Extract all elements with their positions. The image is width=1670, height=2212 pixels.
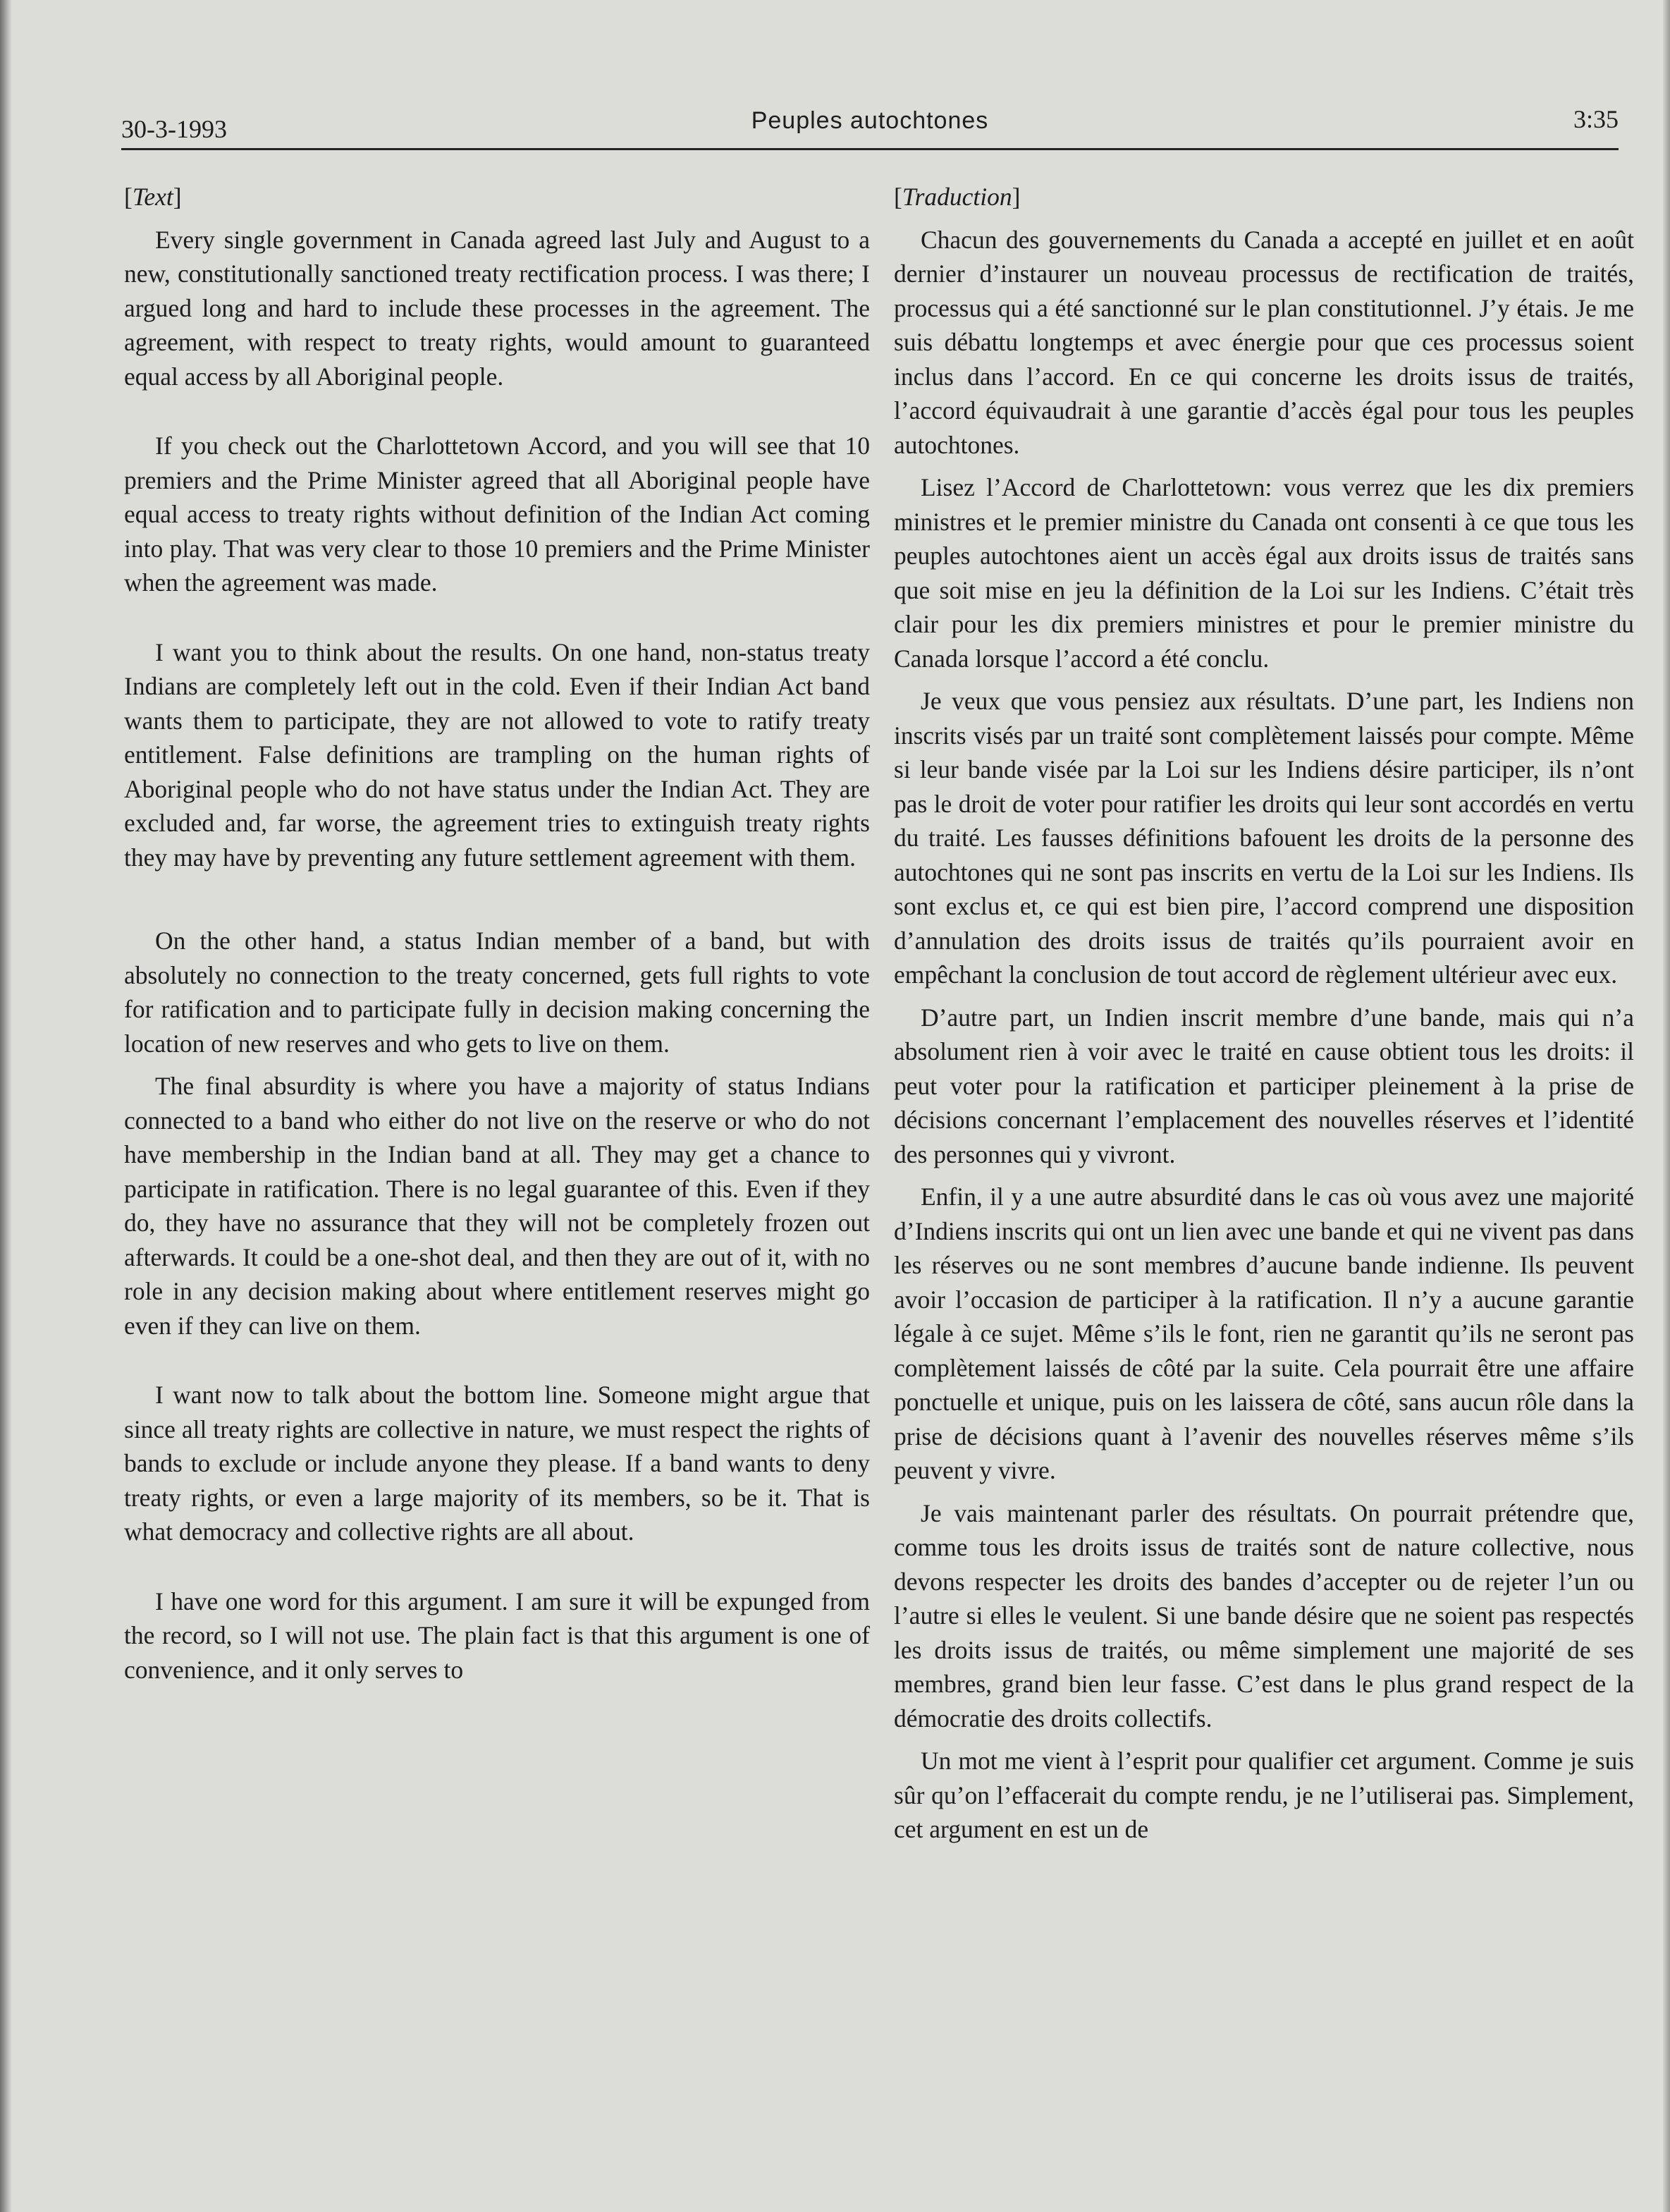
french-paragraph-6: Je vais maintenant parler des résultats. On pourrait prétendre que, comme tous les droits issus de traités sont de nature collective, nous devons respecter les droits des bandes d’accepter ou de rejeter l’un ou l’autre si elles le veulent. Si une bande désire que ne soient pas respectés les droits issus de traités, ou même simplement une majorité de ses membres, grand bien leur fasse. C’est dans le plus grand respect de la démocratie des droits collectifs. xyxy=(894,1498,1634,1733)
header-page-number: 3:35 xyxy=(1573,105,1619,133)
english-paragraph-2: If you check out the Charlottetown Accord, and you will see that 10 premiers and the Prime Minister agreed that all Aboriginal people have equal access to treaty rights without definition of the Indian Act coming into play. That was very clear to those 10 premiers and the Prime Minister when the agreement was made. xyxy=(124,432,870,597)
english-column-label-text: Text xyxy=(132,183,173,211)
french-paragraph-1: Chacun des gouvernements du Canada a accepté en juillet et en août dernier d’instaurer un nouveau processus de rectification de traités, processus qui a été sanctionné sur le plan constitutionnel. J’y étais. Je me suis débattu longtemps et avec énergie pour que ces processus soient inclus dans l’accord. En ce qui concerne les droits issus de traités, l’accord équivaudrait à une garantie d’accès égal pour tous les peuples autochtones. xyxy=(894,225,1634,459)
english-paragraph-3: I want you to think about the results. On one hand, non-status treaty Indians are completely left out in the cold. Even if their Indian Act band wants them to participate, they are not allowed to vote to ratify treaty entitlement. False definitions are trampling on the human rights of Aboriginal people who do not have status under the Indian Act. They are excluded and, far worse, the agreement tries to extinguish treaty rights they may have by preventing any future settlement agreement with them. xyxy=(124,637,870,872)
french-paragraph-4: D’autre part, un Indien inscrit membre d’une bande, mais qui n’a absolument rien à voir avec le traité en cause obtient tous les droits: il peut voter pour la ratification et participer pleinement à la prise de décisions concernant l’emplacement des nouvelles réserves et l’identité des personnes qui y vivront. xyxy=(894,1003,1634,1168)
french-column-label: [Traduction] xyxy=(894,183,1021,211)
french-paragraph-3: Je veux que vous pensiez aux résultats. D’une part, les Indiens non inscrits visés par un traité sont complètement laissés pour compte. Même si leur bande visée par la Loi sur les Indiens désire participer, ils n’ont pas le droit de voter pour ratifier les droits qui leur sont accordés en vertu du traité. Les fausses définitions bafouent les droits de la personne des autochtones qui ne sont pas inscrits en vertu de la Loi sur les Indiens. Ils sont exclus et, ce qui est bien pire, l’accord comprend une disposition d’annulation des droits issus de traités qu’ils pourraient avoir en empêchant la conclusion de tout accord de règlement ultérieur avec eux. xyxy=(894,687,1634,989)
scan-edge-left xyxy=(0,0,11,2212)
french-paragraph-2: Lisez l’Accord de Charlottetown: vous verrez que les dix premiers ministres et le premier ministre du Canada ont consenti à ce que tous les peuples autochtones aient un accès égal aux droits issus de traités sans que soit mise en jeu la définition de la Loi sur les Indiens. C’était très clair pour les dix premiers ministres et pour le premier ministre du Canada lorsque l’accord a été conclu. xyxy=(894,473,1634,673)
header-title: Peuples autochtones xyxy=(751,107,989,134)
english-column-label: [Text] xyxy=(124,183,182,211)
scan-edge-right xyxy=(1663,0,1670,2212)
running-header xyxy=(121,104,1619,147)
english-paragraph-7: I have one word for this argument. I am sure it will be expunged from the record, so I will not use. The plain fact is that this argument is one of convenience, and it only serves to xyxy=(124,1587,870,1684)
french-paragraph-7: Un mot me vient à l’esprit pour qualifier cet argument. Comme je suis sûr qu’on l’effacerait du compte rendu, je ne l’utiliserai pas. Simplement, cet argument en est un de xyxy=(894,1747,1634,1843)
french-column-label-text: Traduction xyxy=(902,183,1012,211)
header-date: 30-3-1993 xyxy=(121,115,227,143)
header-rule xyxy=(121,148,1619,150)
french-paragraph-5: Enfin, il y a une autre absurdité dans le cas où vous avez une majorité d’Indiens inscrits qui ont un lien avec une bande et qui ne vivent pas dans les réserves ou ne sont membres d’aucune bande indienne. Ils peuvent avoir l’occasion de participer à la ratification. Il n’y a aucune garantie légale à ce sujet. Même s’ils le font, rien ne garantit qu’ils ne seront pas complètement laissés de côté par la suite. Cela pourrait être une affaire ponctuelle et unique, puis on les laissera de côté, sans aucun rôle dans la prise de décisions quant à l’avenir des nouvelles réserves même s’ils peuvent y vivre. xyxy=(894,1183,1634,1484)
english-paragraph-5: The final absurdity is where you have a majority of status Indians connected to a band who either do not live on the reserve or who do not have membership in the Indian band at all. They may get a chance to participate in ratification. There is no legal guarantee of this. Even if they do, they have no assurance that they will not be completely frozen out afterwards. It could be a one-shot deal, and then they are out of it, with no role in any decision making about where entitlement reserves might go even if they can live on them. xyxy=(124,1072,870,1340)
english-paragraph-4: On the other hand, a status Indian member of a band, but with absolutely no connection to the treaty concerned, gets full rights to vote for ratification and to participate fully in decision making concerning the location of new reserves and who gets to live on them. xyxy=(124,927,870,1058)
english-column xyxy=(124,180,870,1722)
english-paragraph-6: I want now to talk about the bottom line. Someone might argue that since all treaty rights are collective in nature, we must respect the rights of bands to exclude or include anyone they please. If a band wants to deny treaty rights, or even a large majority of its members, so be it. That is what democracy and collective rights are all about. xyxy=(124,1381,870,1546)
english-paragraph-1: Every single government in Canada agreed last July and August to a new, constitutionally sanctioned treaty rectification process. I was there; I argued long and hard to include these processes in the agreement. The agreement, with respect to treaty rights, would amount to guaranteed equal access by all Aboriginal people. xyxy=(124,225,870,391)
french-column xyxy=(894,180,1634,1855)
